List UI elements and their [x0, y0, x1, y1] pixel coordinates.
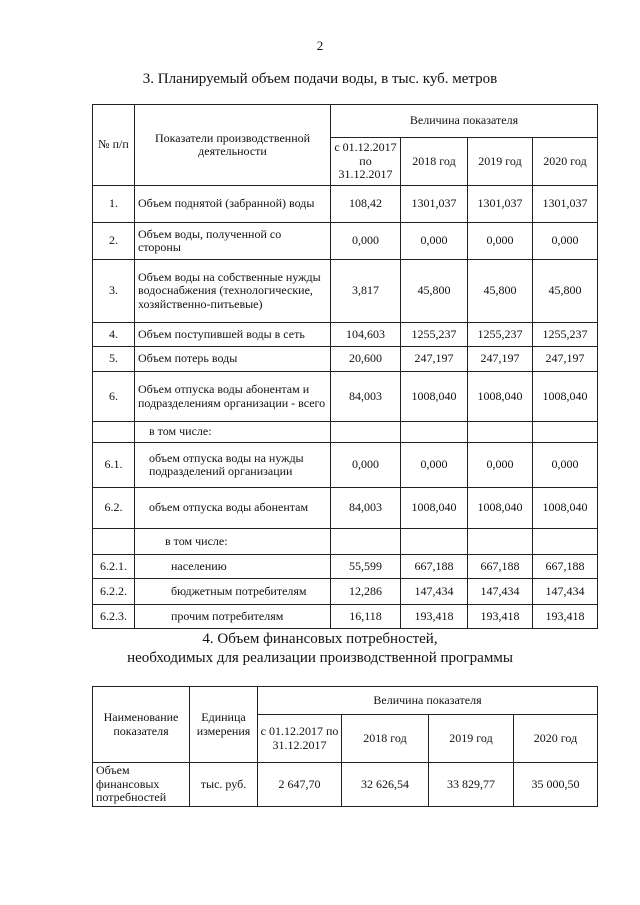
row-name: объем отпуска воды абонентам [135, 488, 331, 529]
table-row [93, 529, 598, 555]
row-value: 0,000 [533, 443, 598, 488]
row-value: 0,000 [468, 443, 533, 488]
row-value [533, 422, 598, 443]
row-value: 1008,040 [401, 372, 468, 422]
table-row [93, 323, 598, 347]
header-2019: 2019 год [429, 715, 514, 763]
row-name: населению [135, 555, 331, 579]
row-value [401, 422, 468, 443]
row-value: 0,000 [331, 223, 401, 260]
row-value [331, 422, 401, 443]
row-value: 0,000 [331, 443, 401, 488]
row-value: 20,600 [331, 347, 401, 372]
row-value: 12,286 [331, 579, 401, 605]
row-num: 6.2. [93, 488, 135, 529]
row-value [468, 529, 533, 555]
row-value: 0,000 [533, 223, 598, 260]
row-value: 1301,037 [401, 186, 468, 223]
row-num: 6. [93, 372, 135, 422]
row-num: 3. [93, 260, 135, 323]
row-value: 45,800 [468, 260, 533, 323]
row-unit: тыс. руб. [190, 763, 258, 807]
financial-needs-table [92, 686, 598, 807]
row-value [331, 529, 401, 555]
row-value: 147,434 [533, 579, 598, 605]
row-name: Объем финансовых потребностей [93, 763, 190, 807]
row-value: 147,434 [401, 579, 468, 605]
row-value: 45,800 [401, 260, 468, 323]
row-value: 84,003 [331, 372, 401, 422]
table-row [93, 555, 598, 579]
row-name: Объем воды на собственные нужды водоснабжения (технологические, хозяйственно-питьевые) [135, 260, 331, 323]
row-value: 1008,040 [533, 372, 598, 422]
header-num: № п/п [93, 105, 135, 186]
row-value: 1301,037 [533, 186, 598, 223]
row-value: 0,000 [401, 443, 468, 488]
row-value: 1255,237 [468, 323, 533, 347]
header-2018: 2018 год [342, 715, 429, 763]
row-value: 32 626,54 [342, 763, 429, 807]
row-value: 1008,040 [468, 488, 533, 529]
header-2020: 2020 год [533, 138, 598, 186]
row-value: 2 647,70 [258, 763, 342, 807]
row-value: 35 000,50 [514, 763, 598, 807]
header-value-group: Величина показателя [331, 105, 598, 138]
table-row [93, 579, 598, 605]
header-row [93, 105, 598, 138]
section-3-title: 3. Планируемый объем подачи воды, в тыс. куб. метров [142, 71, 498, 87]
row-value [401, 529, 468, 555]
row-name: в том числе: [135, 529, 331, 555]
water-supply-table [92, 104, 598, 629]
table-row [93, 488, 598, 529]
table-row [93, 605, 598, 629]
page-number: 2 [316, 38, 324, 53]
row-value: 147,434 [468, 579, 533, 605]
row-num: 4. [93, 323, 135, 347]
row-value: 55,599 [331, 555, 401, 579]
header-value-group: Величина показателя [258, 687, 598, 715]
section-4-title-line2: необходимых для реализации производственной программы [127, 650, 513, 666]
row-value: 16,118 [331, 605, 401, 629]
row-num [93, 529, 135, 555]
header-name: Наименование показателя [93, 687, 190, 763]
row-num: 6.2.2. [93, 579, 135, 605]
table-row [93, 443, 598, 488]
row-value: 193,418 [401, 605, 468, 629]
row-name: Объем воды, полученной со стороны [135, 223, 331, 260]
table-row [93, 260, 598, 323]
row-num: 2. [93, 223, 135, 260]
row-num: 6.2.3. [93, 605, 135, 629]
row-value: 1008,040 [533, 488, 598, 529]
row-value: 1301,037 [468, 186, 533, 223]
row-value: 1255,237 [533, 323, 598, 347]
row-value: 45,800 [533, 260, 598, 323]
header-indicators: Показатели производственной деятельности [135, 105, 331, 186]
row-value: 3,817 [331, 260, 401, 323]
row-value: 104,603 [331, 323, 401, 347]
table-row [93, 347, 598, 372]
row-name: Объем отпуска воды абонентам и подразделениям организации - всего [135, 372, 331, 422]
row-name: объем отпуска воды на нужды подразделений организации [135, 443, 331, 488]
row-name: прочим потребителям [135, 605, 331, 629]
row-name: в том числе: [135, 422, 331, 443]
table-row [93, 223, 598, 260]
row-value: 0,000 [468, 223, 533, 260]
header-period: с 01.12.2017 по 31.12.2017 [258, 715, 342, 763]
header-unit: Единица измерения [190, 687, 258, 763]
row-value [533, 529, 598, 555]
row-value: 108,42 [331, 186, 401, 223]
row-value: 33 829,77 [429, 763, 514, 807]
row-num [93, 422, 135, 443]
row-value: 667,188 [401, 555, 468, 579]
row-value: 1008,040 [468, 372, 533, 422]
row-value: 0,000 [401, 223, 468, 260]
header-row [93, 687, 598, 715]
row-value: 84,003 [331, 488, 401, 529]
table-row [93, 763, 598, 807]
table-row [93, 422, 598, 443]
row-num: 6.1. [93, 443, 135, 488]
row-value: 1008,040 [401, 488, 468, 529]
row-value: 193,418 [468, 605, 533, 629]
row-value: 247,197 [468, 347, 533, 372]
row-num: 5. [93, 347, 135, 372]
row-name: бюджетным потребителям [135, 579, 331, 605]
row-num: 1. [93, 186, 135, 223]
section-4-title-line1: 4. Объем финансовых потребностей, [202, 631, 438, 647]
section-4-title [0, 630, 640, 668]
table-row [93, 186, 598, 223]
row-value: 667,188 [468, 555, 533, 579]
header-2020: 2020 год [514, 715, 598, 763]
row-name: Объем поднятой (забранной) воды [135, 186, 331, 223]
header-2018: 2018 год [401, 138, 468, 186]
row-name: Объем потерь воды [135, 347, 331, 372]
row-num: 6.2.1. [93, 555, 135, 579]
row-name: Объем поступившей воды в сеть [135, 323, 331, 347]
header-2019: 2019 год [468, 138, 533, 186]
row-value: 247,197 [401, 347, 468, 372]
row-value: 1255,237 [401, 323, 468, 347]
row-value [468, 422, 533, 443]
row-value: 247,197 [533, 347, 598, 372]
row-value: 667,188 [533, 555, 598, 579]
table-row [93, 372, 598, 422]
row-value: 193,418 [533, 605, 598, 629]
header-period: с 01.12.2017 по 31.12.2017 [331, 138, 401, 186]
